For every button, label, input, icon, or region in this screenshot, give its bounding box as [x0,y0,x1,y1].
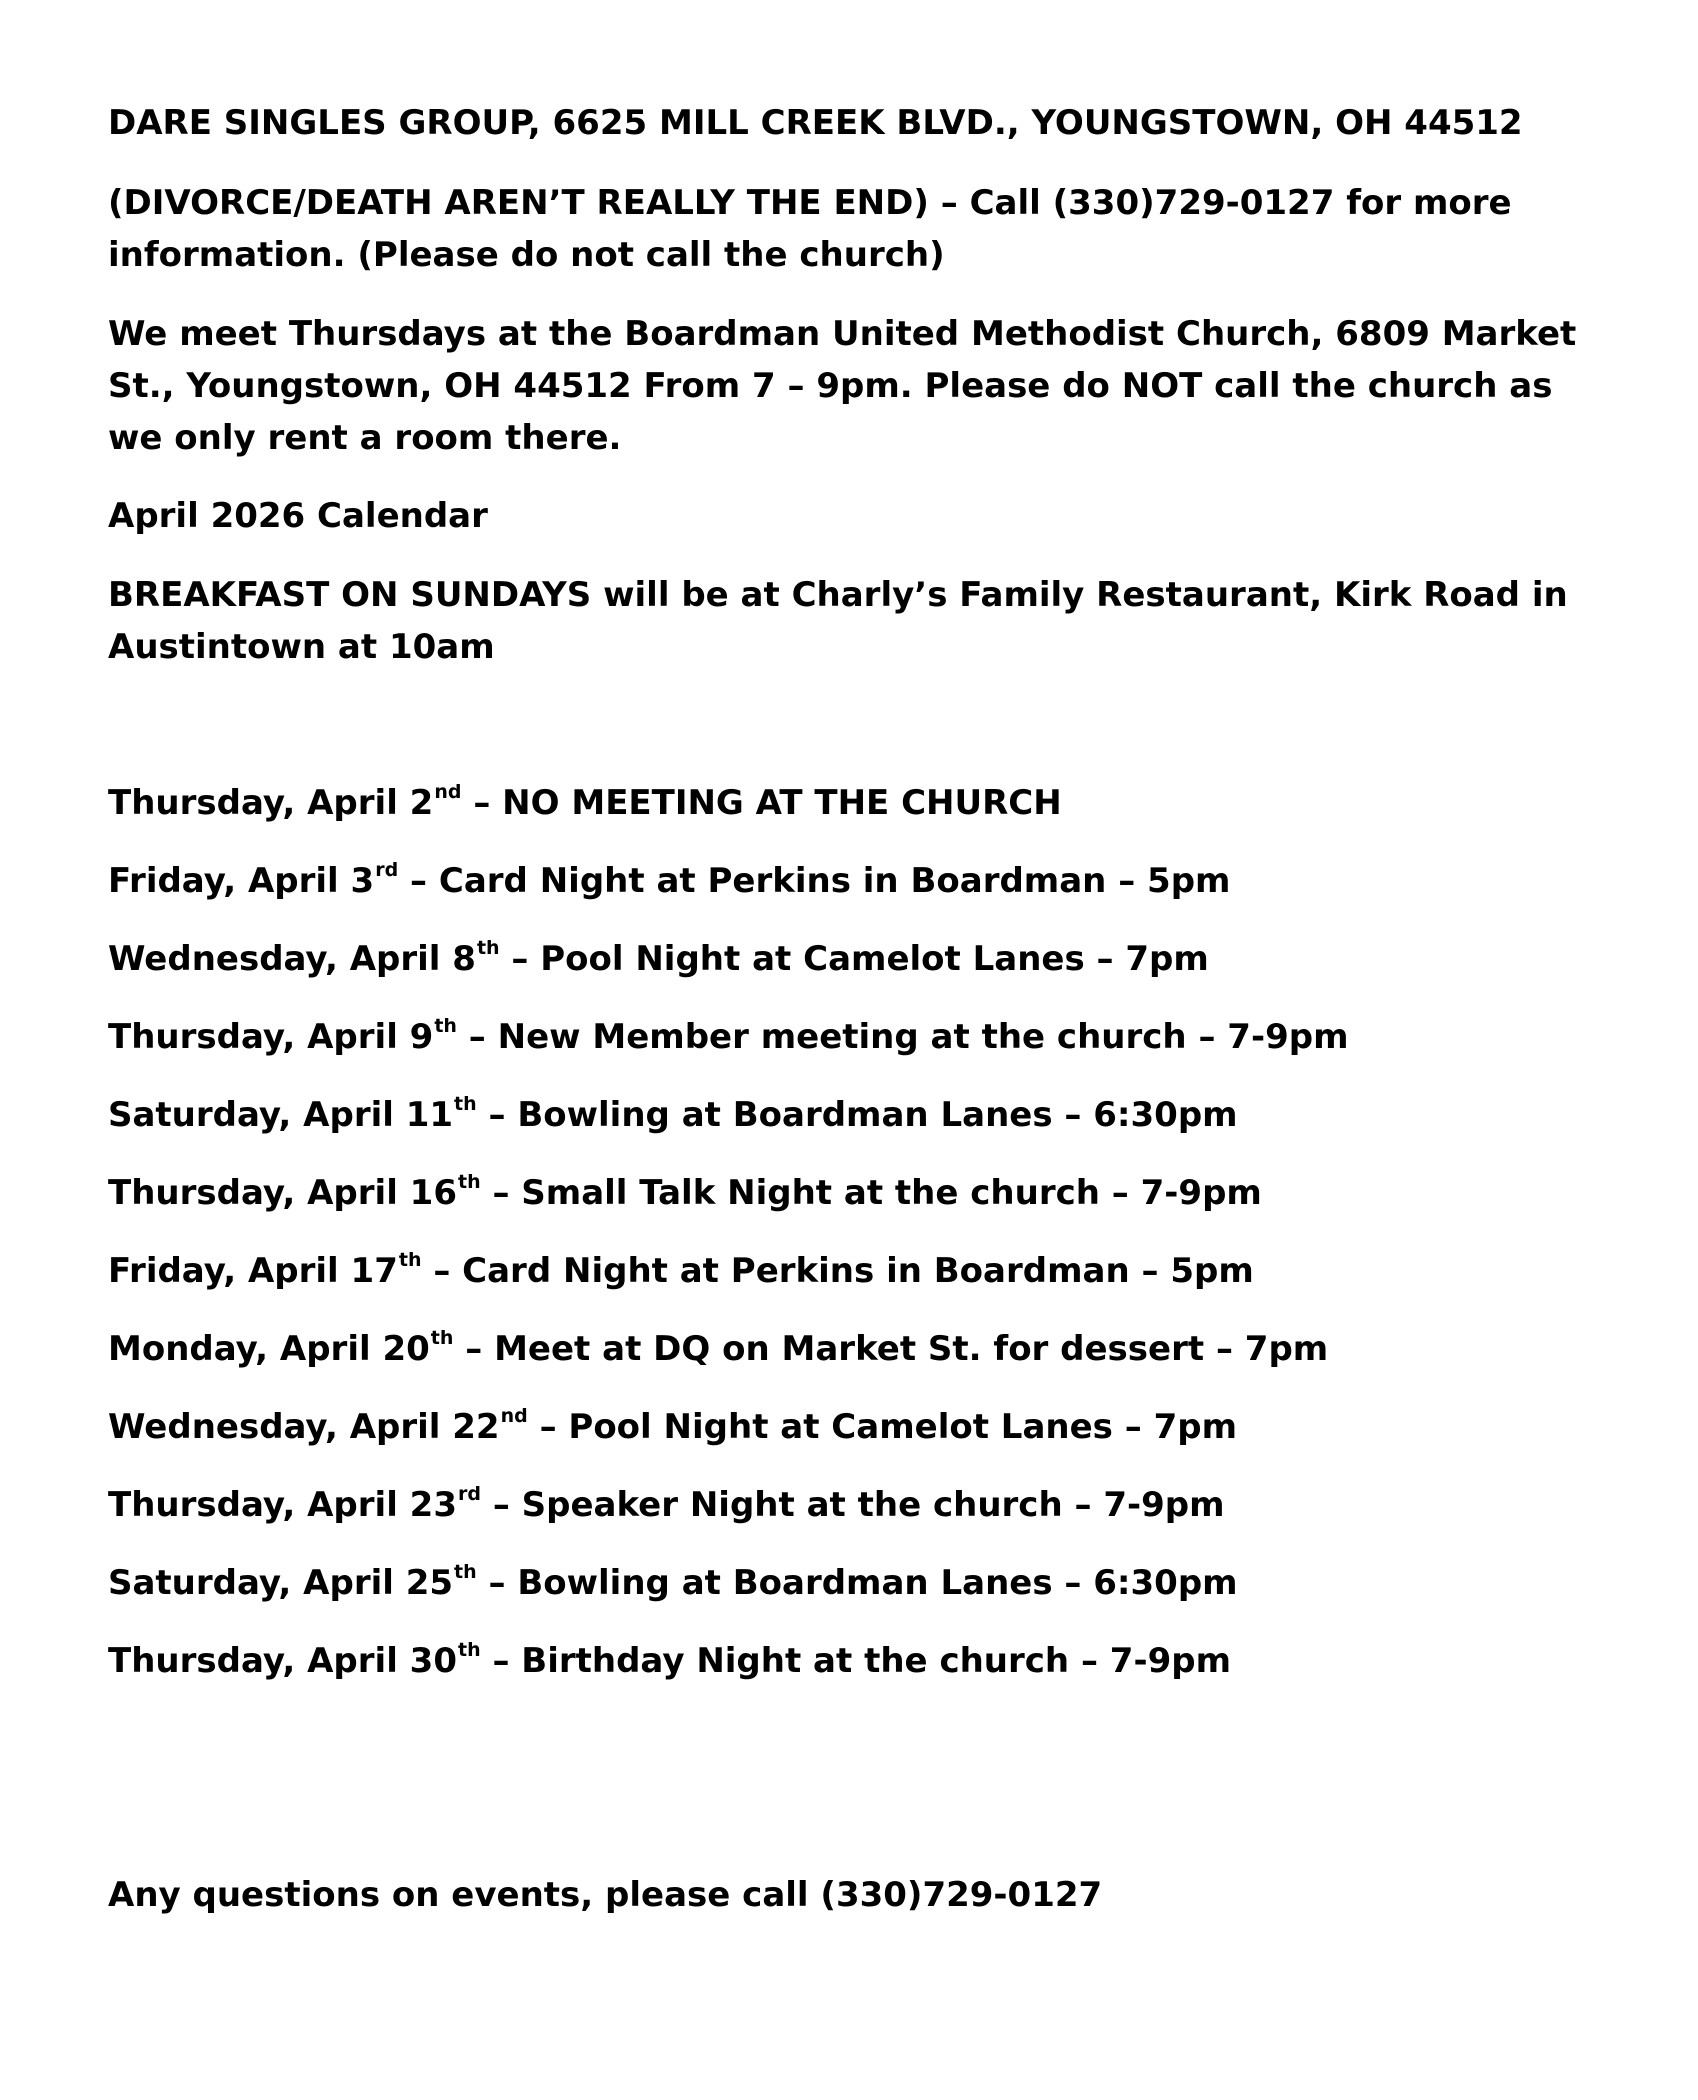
event-date: Friday, April 17 [108,1251,398,1291]
event-date: Saturday, April 11 [108,1095,454,1135]
date-suffix: nd [434,780,462,803]
event-item [108,1167,1262,1219]
event-item [108,933,1209,985]
event-item [108,1635,1231,1687]
event-item [108,1323,1328,1375]
event-date: Thursday, April 30 [108,1641,457,1681]
event-item [108,1401,1237,1453]
date-suffix: rd [458,1482,481,1505]
event-item [108,1557,1238,1609]
event-date: Wednesday, April 8 [108,939,476,979]
event-item [108,777,1062,829]
event-description: – NO MEETING AT THE CHURCH [461,783,1062,823]
event-description: – Pool Night at Camelot Lanes – 7pm [499,939,1209,979]
event-date: Thursday, April 16 [108,1173,457,1213]
meeting-info-paragraph: We meet Thursdays at the Boardman United Methodist Church, 6809 Market St., Youngstown, OH 44512 From 7 – 9pm. Please do NOT call the church as we only rent a room there. [108,314,1577,458]
date-suffix: nd [500,1404,528,1427]
date-suffix: th [458,1170,481,1193]
event-date: Thursday, April 23 [108,1485,457,1525]
questions-footer: Any questions on events, please call (330)729-0127 [108,1875,1103,1915]
event-date: Monday, April 20 [108,1329,430,1369]
event-description: – New Member meeting at the church – 7-9pm [456,1017,1349,1057]
group-address-heading: DARE SINGLES GROUP, 6625 MILL CREEK BLVD., YOUNGSTOWN, OH 44512 [108,103,1523,143]
breakfast-info-paragraph: BREAKFAST ON SUNDAYS will be at Charly’s Family Restaurant, Kirk Road in Austintown at 10am [108,575,1568,667]
event-date: Wednesday, April 22 [108,1407,500,1447]
date-suffix: th [454,1560,477,1583]
event-date: Thursday, April 2 [108,783,434,823]
date-suffix: rd [375,858,399,881]
event-description: – Card Night at Perkins in Boardman – 5pm [398,861,1231,901]
contact-info-paragraph: (DIVORCE/DEATH AREN’T REALLY THE END) – Call (330)729-0127 for more information. (Please do not call the church) [108,183,1512,275]
event-description: – Birthday Night at the church – 7-9pm [480,1641,1231,1681]
event-item [108,1011,1349,1063]
event-date: Saturday, April 25 [108,1563,454,1603]
event-item [108,855,1230,907]
event-description: – Meet at DQ on Market St. for dessert – 7pm [453,1329,1329,1369]
event-item [108,1479,1225,1531]
date-suffix: th [398,1248,422,1271]
date-suffix: th [430,1326,454,1349]
calendar-title: April 2026 Calendar [108,496,488,536]
event-date: Friday, April 3 [108,861,375,901]
event-date: Thursday, April 9 [108,1017,434,1057]
event-description: – Pool Night at Camelot Lanes – 7pm [527,1407,1238,1447]
date-suffix: th [458,1638,481,1661]
event-description: – Speaker Night at the church – 7-9pm [480,1485,1225,1525]
event-item [108,1245,1254,1297]
date-suffix: th [454,1092,477,1115]
date-suffix: th [476,936,500,959]
event-description: – Bowling at Boardman Lanes – 6:30pm [476,1095,1238,1135]
date-suffix: th [434,1014,457,1037]
event-item [108,1089,1238,1141]
event-description: – Card Night at Perkins in Boardman – 5pm [421,1251,1254,1291]
event-description: – Bowling at Boardman Lanes – 6:30pm [476,1563,1238,1603]
event-description: – Small Talk Night at the church – 7-9pm [480,1173,1262,1213]
